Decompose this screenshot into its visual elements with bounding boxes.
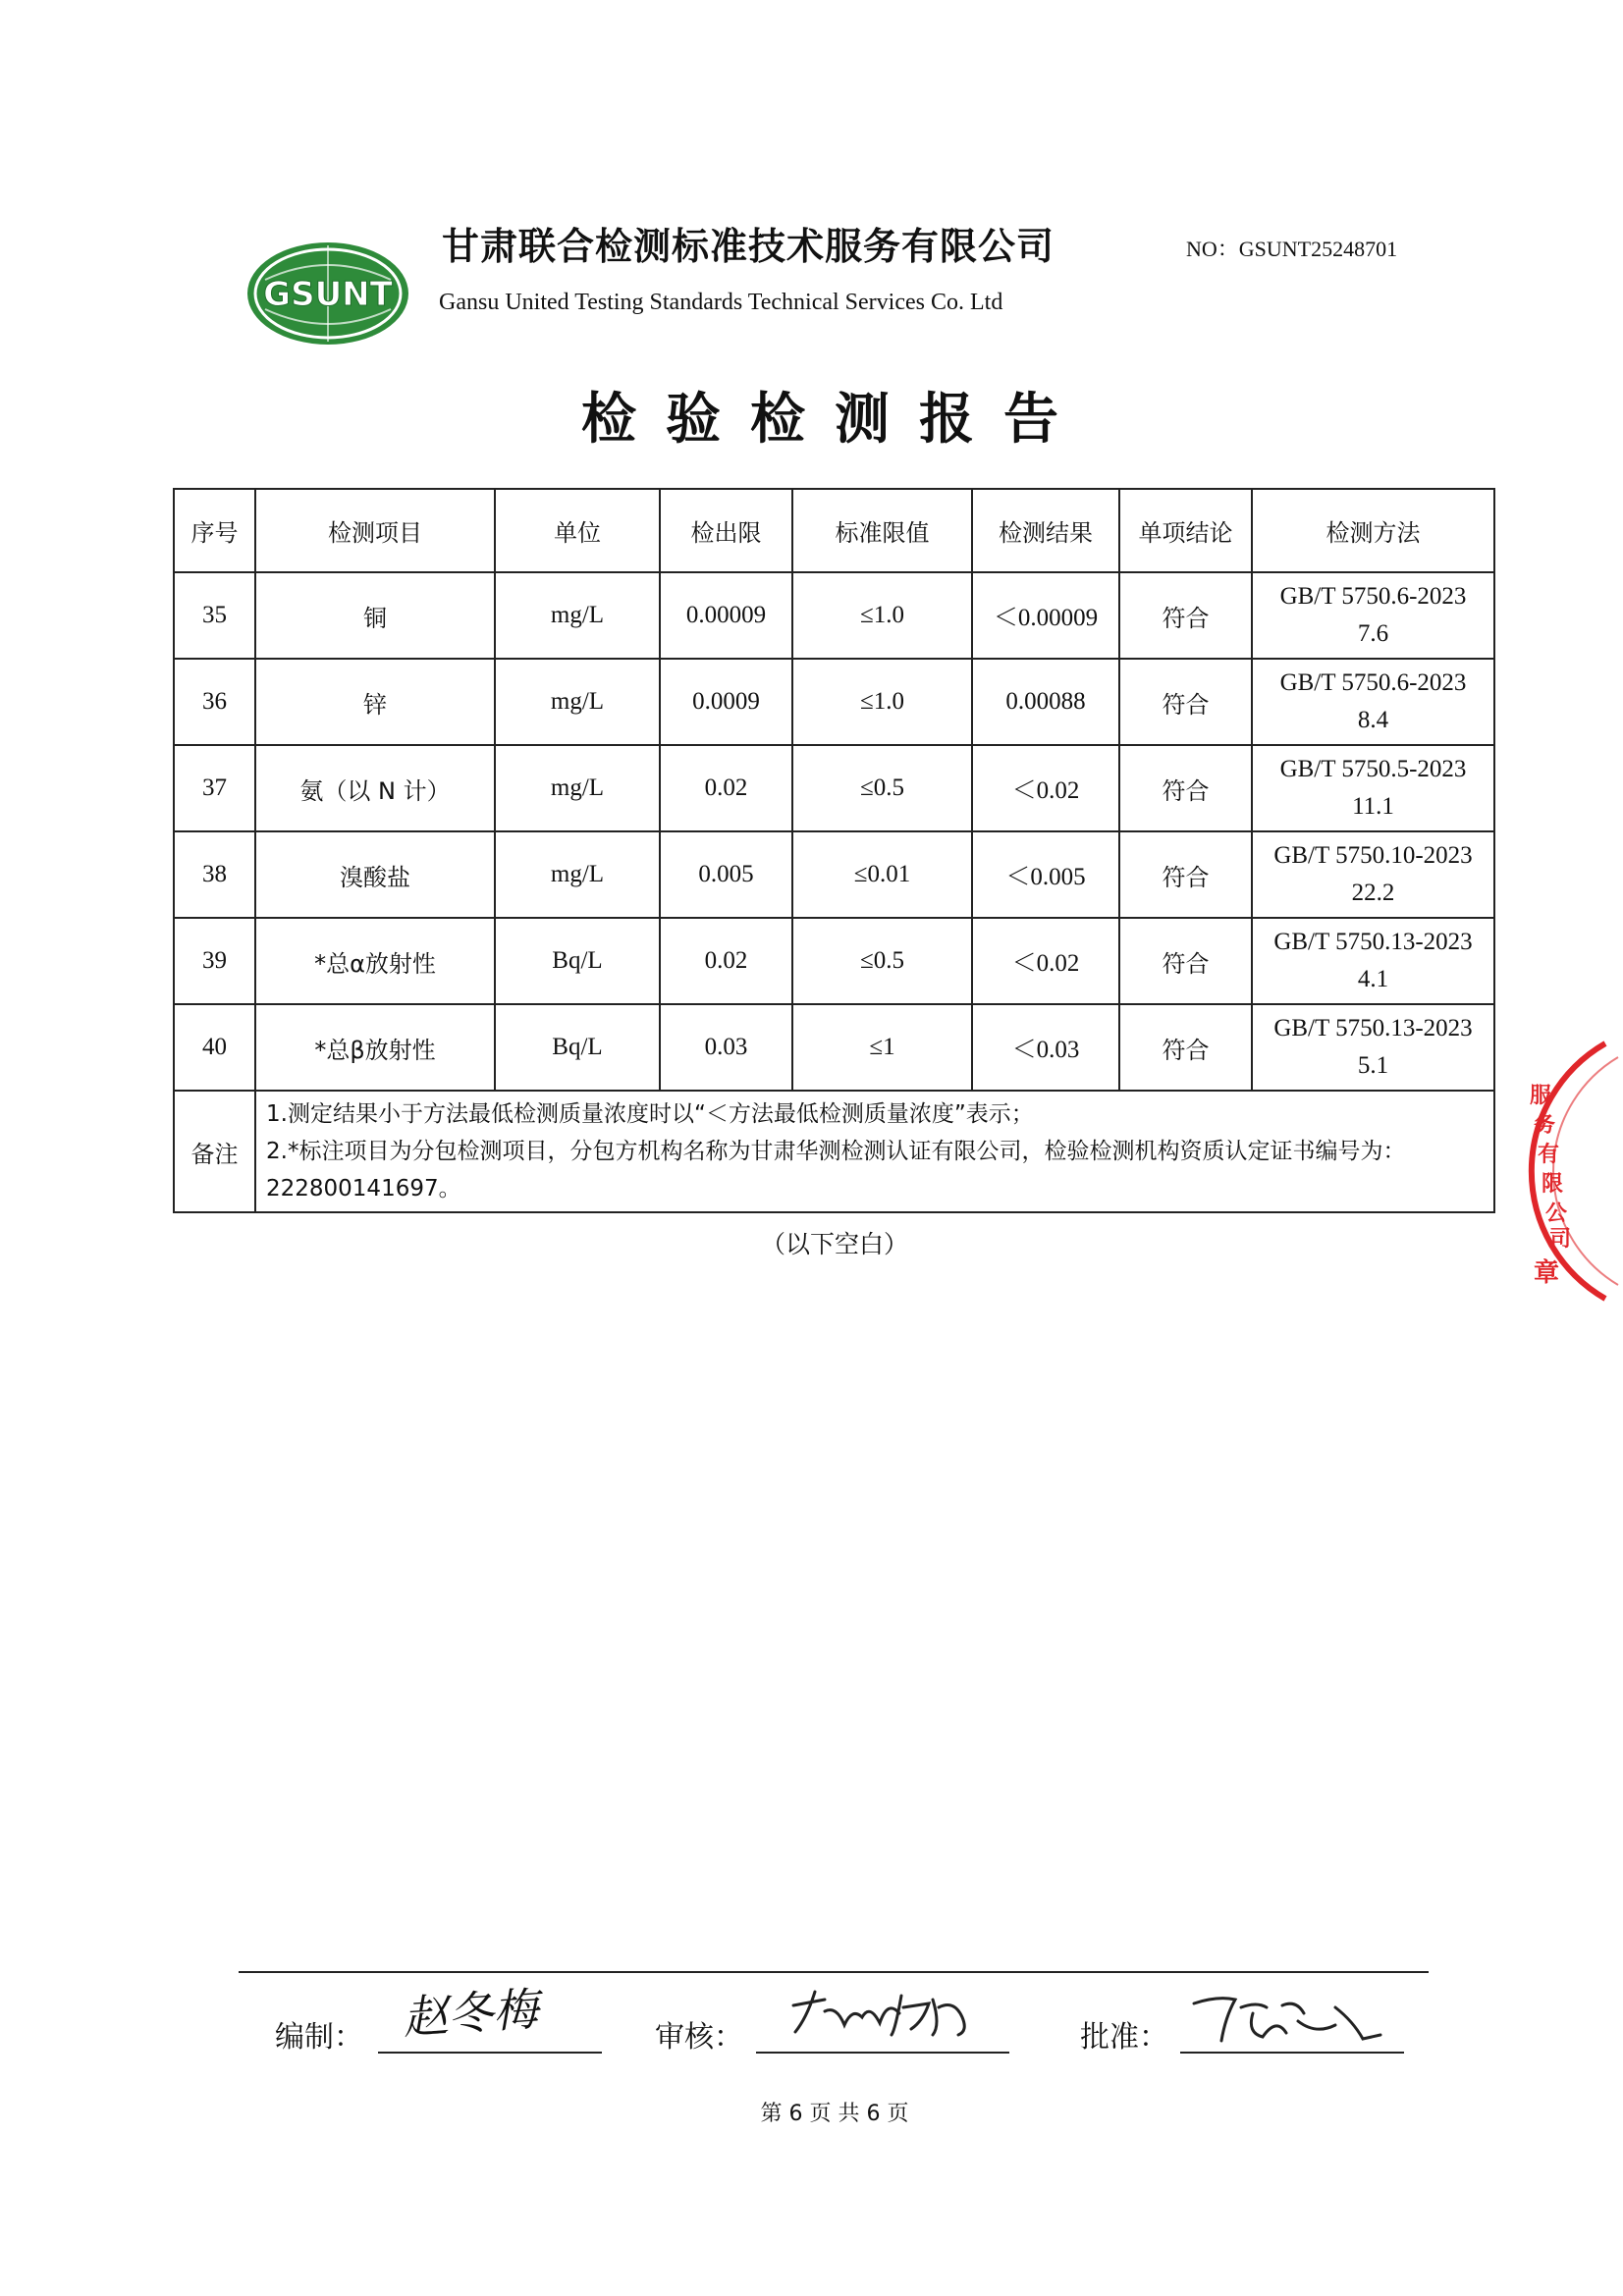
compiled-by-label: 编制： bbox=[275, 2020, 363, 2055]
col-header-item: 检测项目 bbox=[255, 489, 495, 572]
cell-lod: 0.02 bbox=[660, 918, 792, 1004]
company-name-cn: 甘肃联合检测标准技术服务有限公司 bbox=[442, 225, 1055, 268]
cell-item: 溴酸盐 bbox=[255, 831, 495, 918]
results-table bbox=[173, 488, 1495, 1213]
col-header-no: 序号 bbox=[174, 489, 255, 572]
cell-result: ＜0.02 bbox=[972, 918, 1119, 1004]
method-clause: 4.1 bbox=[1357, 966, 1389, 992]
cell-item: 铜 bbox=[255, 572, 495, 659]
report-number: NO：GSUNT25248701 bbox=[1186, 237, 1398, 261]
cell-item: *总β放射性 bbox=[255, 1004, 495, 1091]
table-row bbox=[174, 1004, 1494, 1091]
method-clause: 7.6 bbox=[1357, 620, 1389, 647]
table-row bbox=[174, 918, 1494, 1004]
cell-unit: mg/L bbox=[495, 745, 660, 831]
cell-limit: ≤1.0 bbox=[792, 572, 972, 659]
method-clause: 5.1 bbox=[1357, 1052, 1389, 1079]
method-standard: GB/T 5750.13-2023 bbox=[1273, 929, 1473, 955]
col-header-unit: 单位 bbox=[495, 489, 660, 572]
cell-method bbox=[1252, 831, 1494, 918]
cell-no: 37 bbox=[174, 745, 255, 831]
cell-conclusion: 符合 bbox=[1119, 1004, 1252, 1091]
table-row bbox=[174, 572, 1494, 659]
cell-lod: 0.00009 bbox=[660, 572, 792, 659]
col-header-lod: 检出限 bbox=[660, 489, 792, 572]
cell-conclusion: 符合 bbox=[1119, 918, 1252, 1004]
cell-conclusion: 符合 bbox=[1119, 745, 1252, 831]
cell-unit: mg/L bbox=[495, 572, 660, 659]
company-seal-stamp bbox=[1512, 1036, 1623, 1306]
col-header-conclusion: 单项结论 bbox=[1119, 489, 1252, 572]
cell-method bbox=[1252, 659, 1494, 745]
cell-limit: ≤0.5 bbox=[792, 745, 972, 831]
table-row bbox=[174, 831, 1494, 918]
cell-method bbox=[1252, 745, 1494, 831]
reviewed-by-label: 审核： bbox=[655, 2020, 743, 2055]
method-clause: 11.1 bbox=[1352, 793, 1394, 820]
cell-method bbox=[1252, 572, 1494, 659]
cell-limit: ≤0.01 bbox=[792, 831, 972, 918]
blank-below-marker: （以下空白） bbox=[760, 1230, 908, 1258]
svg-text:章: 章 bbox=[1534, 1258, 1560, 1288]
compiled-by-signature: 赵冬梅 bbox=[401, 1982, 540, 2045]
cell-lod: 0.02 bbox=[660, 745, 792, 831]
approved-by-signature bbox=[1188, 1978, 1384, 2056]
report-title: 检验检测报告 bbox=[581, 388, 1088, 452]
cell-conclusion: 符合 bbox=[1119, 659, 1252, 745]
method-standard: GB/T 5750.6-2023 bbox=[1279, 583, 1467, 610]
company-name-en: Gansu United Testing Standards Technical Services Co. Ltd bbox=[439, 290, 1003, 315]
cell-no: 36 bbox=[174, 659, 255, 745]
signature-divider bbox=[239, 1971, 1429, 1973]
cell-no: 35 bbox=[174, 572, 255, 659]
cell-limit: ≤1.0 bbox=[792, 659, 972, 745]
cell-conclusion: 符合 bbox=[1119, 831, 1252, 918]
method-standard: GB/T 5750.5-2023 bbox=[1279, 756, 1467, 782]
cell-lod: 0.03 bbox=[660, 1004, 792, 1091]
cell-lod: 0.0009 bbox=[660, 659, 792, 745]
notes-label: 备注 bbox=[174, 1091, 255, 1212]
cell-result: ＜0.03 bbox=[972, 1004, 1119, 1091]
method-standard: GB/T 5750.13-2023 bbox=[1273, 1015, 1473, 1041]
page-number: 第 6 页 共 6 页 bbox=[760, 2102, 909, 2126]
note-1: 1.测定结果小于方法最低检测质量浓度时以“＜方法最低检测质量浓度”表示； bbox=[266, 1101, 1034, 1127]
cell-result: ＜0.00009 bbox=[972, 572, 1119, 659]
col-header-result: 检测结果 bbox=[972, 489, 1119, 572]
cell-lod: 0.005 bbox=[660, 831, 792, 918]
cell-method bbox=[1252, 918, 1494, 1004]
company-logo bbox=[245, 240, 410, 347]
cell-result: 0.00088 bbox=[972, 659, 1119, 745]
notes-body bbox=[255, 1091, 1494, 1212]
method-clause: 8.4 bbox=[1357, 707, 1389, 733]
col-header-limit: 标准限值 bbox=[792, 489, 972, 572]
reviewed-by-signature bbox=[785, 1978, 982, 2047]
cell-no: 39 bbox=[174, 918, 255, 1004]
table-header-row bbox=[174, 489, 1494, 572]
cell-method bbox=[1252, 1004, 1494, 1091]
cell-no: 38 bbox=[174, 831, 255, 918]
cell-item: *总α放射性 bbox=[255, 918, 495, 1004]
table-row bbox=[174, 745, 1494, 831]
approved-by-label: 批准： bbox=[1080, 2020, 1168, 2055]
cell-unit: mg/L bbox=[495, 831, 660, 918]
svg-text:服务有限公司: 服务有限公司 bbox=[1530, 1084, 1572, 1252]
notes-row bbox=[174, 1091, 1494, 1212]
note-2: 2.*标注项目为分包检测项目，分包方机构名称为甘肃华测检测认证有限公司，检验检测机构资质认定证书编号为：222800141697。 bbox=[266, 1139, 1406, 1201]
cell-item: 锌 bbox=[255, 659, 495, 745]
cell-result: ＜0.005 bbox=[972, 831, 1119, 918]
method-clause: 22.2 bbox=[1351, 880, 1395, 906]
cell-conclusion: 符合 bbox=[1119, 572, 1252, 659]
method-standard: GB/T 5750.10-2023 bbox=[1273, 842, 1473, 869]
reviewed-by-line bbox=[756, 2052, 1009, 2054]
cell-limit: ≤0.5 bbox=[792, 918, 972, 1004]
compiled-by-line bbox=[378, 2052, 602, 2054]
logo-text: GSUNT bbox=[263, 275, 393, 314]
cell-result: ＜0.02 bbox=[972, 745, 1119, 831]
cell-no: 40 bbox=[174, 1004, 255, 1091]
cell-limit: ≤1 bbox=[792, 1004, 972, 1091]
cell-unit: Bq/L bbox=[495, 1004, 660, 1091]
table-row bbox=[174, 659, 1494, 745]
method-standard: GB/T 5750.6-2023 bbox=[1279, 669, 1467, 696]
col-header-method: 检测方法 bbox=[1252, 489, 1494, 572]
cell-item: 氨（以 N 计） bbox=[255, 745, 495, 831]
cell-unit: mg/L bbox=[495, 659, 660, 745]
cell-unit: Bq/L bbox=[495, 918, 660, 1004]
